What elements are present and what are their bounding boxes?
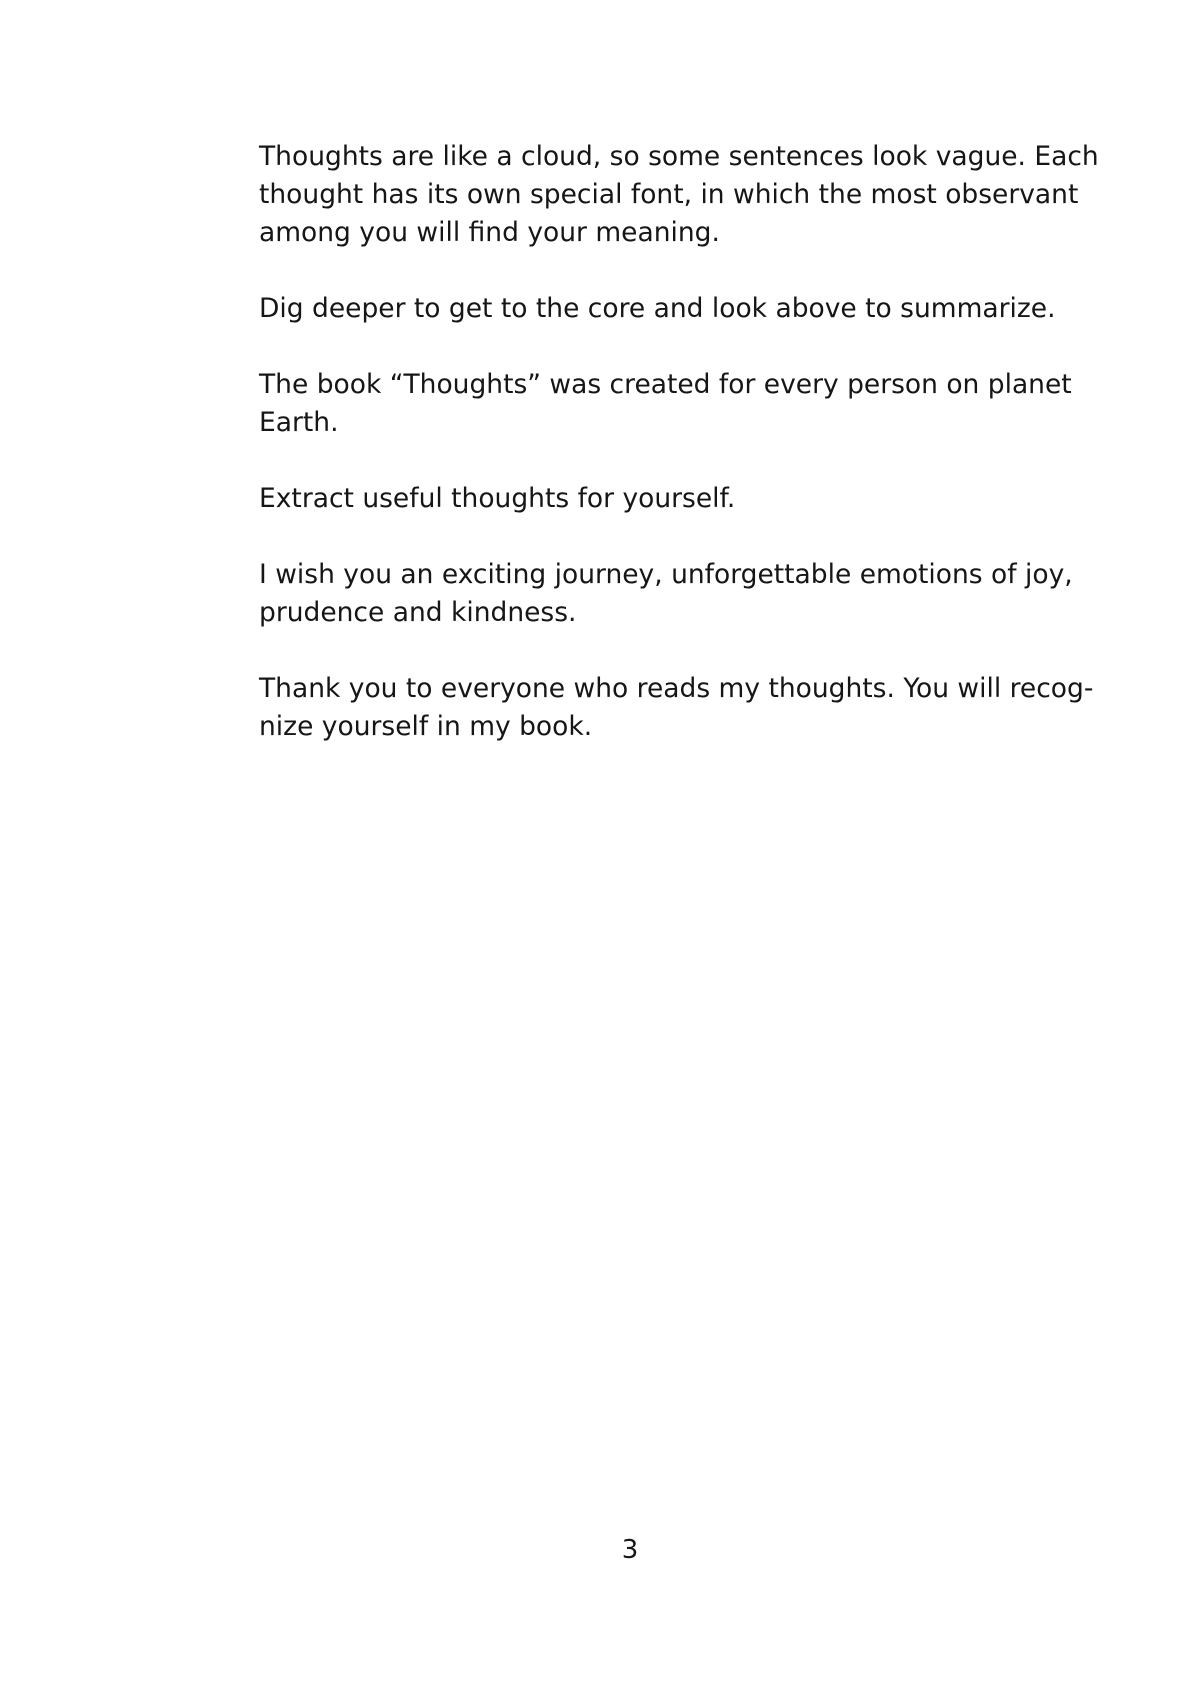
text-line: Extract useful thoughts for yourself.: [259, 483, 736, 514]
text-line: Dig deeper to get to the core and look above to summarize.: [259, 293, 1056, 324]
text-line: The book “Thoughts” was created for every person on planet: [259, 369, 1072, 400]
text-line: nize yourself in my book.: [259, 711, 593, 742]
paragraph: [208, 670, 1094, 746]
paragraph: [208, 366, 1072, 442]
paragraph: [208, 480, 1053, 518]
text-line: prudence and kindness.: [259, 597, 577, 628]
text-line: Thoughts are like a cloud, so some sentences look vague. Each: [259, 141, 1099, 172]
text-line: thought has its own special font, in which the most observant: [259, 179, 1079, 210]
text-line: Thank you to everyone who reads my thoughts. You will recog-: [259, 673, 1094, 704]
text-line: Earth.: [259, 407, 339, 438]
paragraph: [208, 138, 1099, 252]
paragraph: [208, 556, 1073, 632]
text-line: among you will find your meaning.: [259, 217, 720, 248]
text-line: I wish you an exciting journey, unforgettable emotions of joy,: [259, 559, 1073, 590]
page-number: 3: [621, 1535, 639, 1565]
paragraph: [208, 290, 1056, 328]
body-text: [208, 138, 1099, 784]
